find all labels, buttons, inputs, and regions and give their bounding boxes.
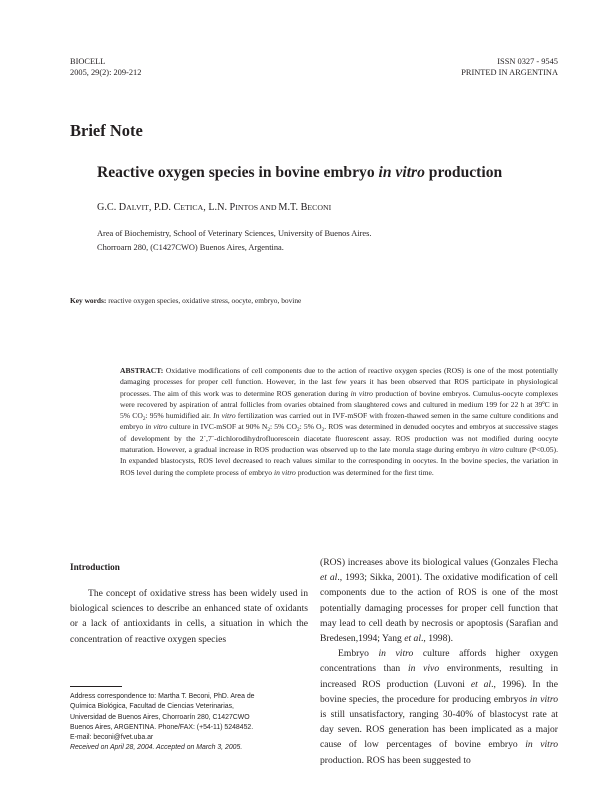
keywords: [70, 296, 301, 305]
journal-header: [70, 56, 141, 78]
intro-right-paragraph-1: (ROS) increases above its biological values (Gonzales Flecha et al., 1993; Sikka, 2001). The oxidative modification of cell components due to the action of ROS is one of the most potentially damaging processes for proper cell function that may lead to cell death by necrosis or apoptosis (Sarafian and Bredesen,1994; Yang et al., 1998).: [320, 557, 558, 645]
footnote-rule: [70, 686, 122, 687]
intro-right-column: [320, 555, 558, 768]
affiliation: [97, 227, 371, 255]
affiliation-line-1: Area of Biochemistry, School of Veterinary Sciences, University of Buenos Aires.: [97, 229, 372, 238]
footnote-line-4: Buenos Aires, ARGENTINA. Phone/FAX: (+54-11) 5248452.: [70, 723, 254, 731]
author-1: G.C. DALVIT: [97, 202, 149, 213]
footnote-line-3: Universidad de Buenos Aires, Chorroarín 280, C1427CWO: [70, 713, 250, 721]
title-main: Reactive oxygen species in bovine embryo: [97, 164, 379, 181]
introduction-heading: Introduction: [70, 562, 120, 572]
abstract-label: ABSTRACT:: [120, 366, 164, 375]
issn-header: [395, 56, 558, 78]
footnote-line-2: Química Biológica, Facultad de Ciencias Veterinarias,: [70, 703, 234, 711]
footnote-line-1: Address correspondence to: Martha T. Beconi, PhD. Area de: [70, 693, 255, 700]
keywords-label: Key words:: [70, 296, 107, 305]
received-accepted: Received on April 28, 2004. Accepted on March 3, 2005.: [70, 744, 243, 752]
journal-name: BIOCELL: [70, 57, 106, 66]
author-2: P.D. CETICA: [153, 202, 204, 213]
author-3: L.N. PINTOS: [208, 202, 259, 213]
title-end: production: [424, 164, 503, 181]
footnote-email: E-mail: beconi@fvet.uba.ar: [70, 734, 154, 742]
affiliation-line-2: Chorroarn 280, (C1427CWO) Buenos Aires, Argentina.: [97, 243, 284, 252]
author-4: M.T. BECONI: [278, 202, 332, 213]
correspondence-footnote: [70, 692, 308, 754]
intro-left-paragraph: The concept of oxidative stress has been widely used in biological sciences to describe an enhanced state of oxidants or a lack of antioxidants in cells, a situation in which the concentration of reactive oxygen species: [70, 588, 308, 645]
printed-in: PRINTED IN ARGENTINA: [461, 68, 558, 77]
author-list: G.C. DALVIT, P.D. CETICA, L.N. PINTOS AND M.T. BECONI: [97, 202, 332, 213]
journal-citation: 2005, 29(2): 209-212: [70, 68, 142, 77]
title-italic: in vitro: [378, 164, 425, 181]
intro-right-paragraph-2: Embryo in vitro culture affords higher oxygen concentrations than in vivo environments, resulting in increased ROS production (Luvoni et al., 1996). In the bovine species, the procedure for producing embryos in vitro is still unsatisfactory, ranging 30-40% of blastocyst rate at day seven. ROS generation has been implicated as a major cause of low percentages of bovine embryo in vitro production. ROS has been suggested to: [320, 648, 559, 766]
abstract: ABSTRACT: Oxidative modifications of cell components due to the action of reactive oxygen species (ROS) is one of the most potentially damaging processes for proper cell function. However, in the last few years it has been observed that ROS participate in physiological processes. The aim of this work was to determine ROS generation during in vitro production of bovine embryos. Cumulus-oocyte complexes were recovered by aspiration of antral follicles from ovaries obtained from slaughtered cows and cultured in medium 199 for 22 h at 39ºC in 5% $CO_2$: 95% humidified air. In vitro fertilization was carried out in IVF-mSOF with frozen-thawed semen in the same culture conditions and embryo in vitro culture in IVC-mSOF at 90% $N_2$: 5% $CO_2$: 5% $O_2$. ROS was determined in denuded oocytes and embryos at successive stages of development by the 2´,7´-dichlorodihydrofluorescein diacetate fluorescent assay. ROS production was not modified during oocyte maturation. However, a gradual increase in ROS production was observed up to the late morula stage during embryo in vitro culture (P<0.05). In expanded blastocysts, ROS level decreased to reach values similar to the corresponding in oocytes. In the bovine species, the variation in ROS level during the complete process of embryo in vitro production was determined for the first time.: [120, 366, 558, 477]
issn: ISSN 0327 - 9545: [497, 57, 558, 66]
section-label: Brief Note: [70, 121, 143, 140]
paper-title: [97, 164, 502, 182]
keywords-text: reactive oxygen species, oxidative stress, oocyte, embryo, bovine: [106, 296, 302, 305]
